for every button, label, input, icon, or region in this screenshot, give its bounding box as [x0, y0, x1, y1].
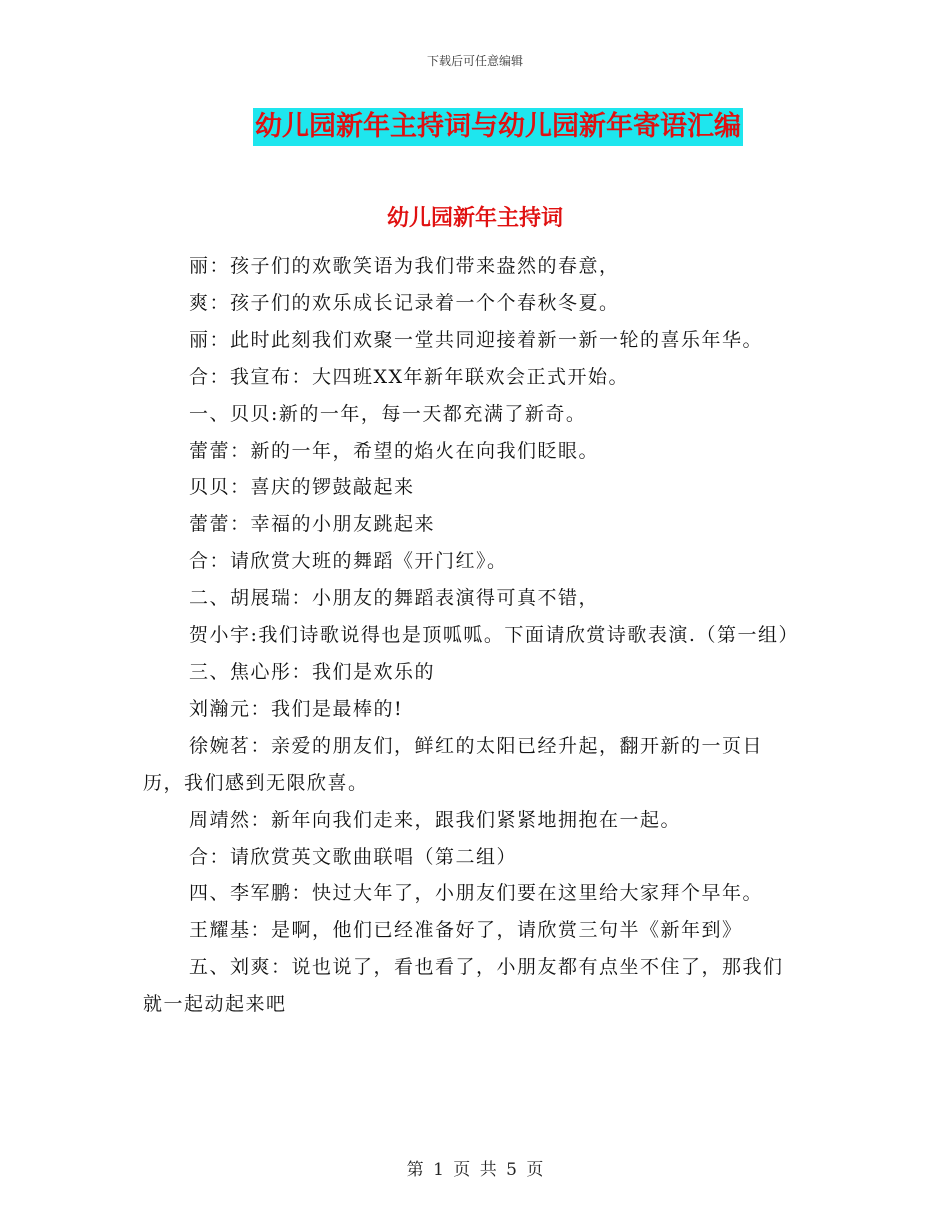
document-body [143, 248, 803, 1023]
paragraph: 二、胡展瑞：小朋友的舞蹈表演得可真不错， [189, 587, 600, 610]
paragraph: 丽：孩子们的欢歌笑语为我们带来盎然的春意， [189, 255, 620, 277]
paragraph: 一、贝贝:新的一年，每一天都充满了新奇。 [189, 402, 587, 425]
paragraph: 周靖然：新年向我们走来，跟我们紧紧地拥抱在一起。 [189, 808, 682, 831]
paragraph: 合：我宣布：大四班XX年新年联欢会正式开始。 [189, 365, 630, 388]
paragraph: 合：请欣赏大班的舞蹈《开门红》。 [189, 550, 508, 573]
paragraph: 蕾蕾：新的一年，希望的焰火在向我们眨眼。 [189, 439, 600, 462]
paragraph: 五、刘爽：说也说了，看也看了，小朋友都有点坐不住了，那我们就一起动起来吧 [143, 956, 784, 1016]
paragraph: 贺小宇:我们诗歌说得也是顶呱呱。下面请欣赏诗歌表演.（第一组） [189, 624, 799, 647]
section-title: 幼儿园新年主持词 [386, 206, 563, 231]
paragraph: 徐婉茗：亲爱的朋友们，鲜红的太阳已经升起，翻开新的一页日历，我们感到无限欣喜。 [143, 734, 764, 794]
paragraph: 合：请欣赏英文歌曲联唱（第二组） [189, 845, 518, 868]
main-title-container [0, 108, 950, 146]
paragraph: 爽：孩子们的欢乐成长记录着一个个春秋冬夏。 [189, 291, 620, 314]
paragraph: 四、李军鹏：快过大年了，小朋友们要在这里给大家拜个早年。 [189, 882, 764, 905]
paragraph: 三、焦心彤：我们是欢乐的 [189, 660, 436, 683]
paragraph: 贝贝：喜庆的锣鼓敲起来 [189, 476, 415, 499]
paragraph: 王耀基：是啊，他们已经准备好了，请欣赏三句半《新年到》 [189, 919, 743, 942]
header-note: 下载后可任意编辑 [426, 54, 523, 68]
paragraph: 丽：此时此刻我们欢聚一堂共同迎接着新一新一轮的喜乐年华。 [189, 328, 764, 351]
paragraph: 刘瀚元：我们是最棒的! [189, 697, 404, 720]
paragraph: 蕾蕾：幸福的小朋友跳起来 [189, 513, 436, 536]
main-title: 幼儿园新年主持词与幼儿园新年寄语汇编 [253, 108, 743, 146]
page-footer: 第 1 页 共 5 页 [406, 1160, 544, 1180]
